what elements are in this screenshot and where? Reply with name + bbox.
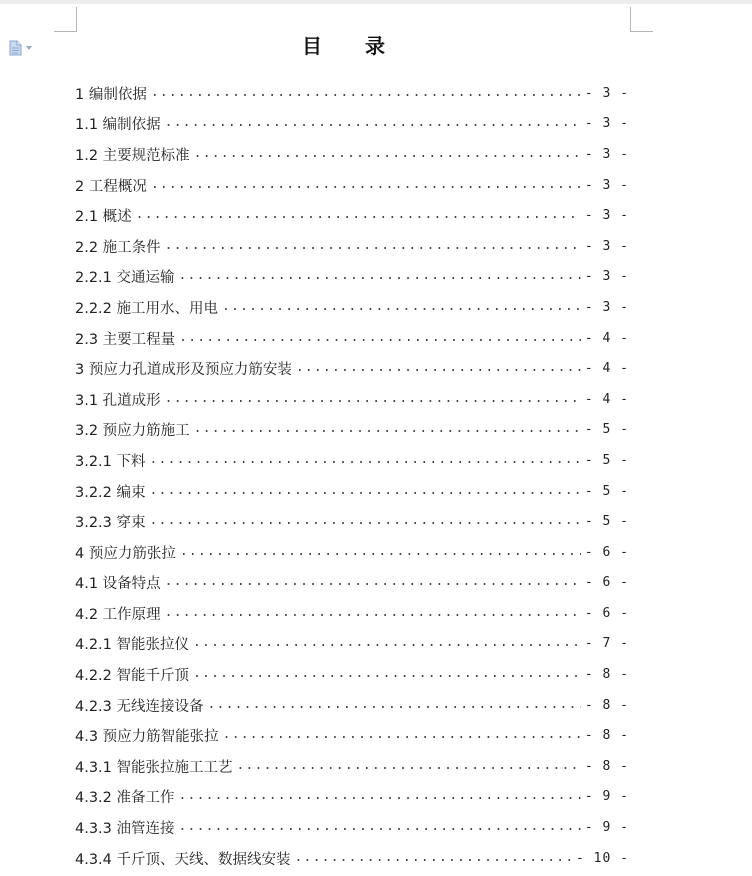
toc-entry[interactable] xyxy=(75,843,635,874)
toc-entry-label: 4.2.2 智能千斤顶 xyxy=(75,668,190,685)
toc-entry[interactable] xyxy=(75,629,635,660)
toc-entry-label: 4.3.1 智能张拉施工工艺 xyxy=(75,759,233,776)
toc-entry[interactable] xyxy=(75,292,635,323)
toc-entry-page-number: - 5 - xyxy=(584,514,629,530)
toc-entry-page-number: - 6 - xyxy=(584,605,629,621)
toc-entry[interactable] xyxy=(75,262,635,293)
toc-entry[interactable] xyxy=(75,353,635,384)
toc-dot-leader xyxy=(151,177,581,192)
toc-entry[interactable] xyxy=(75,659,635,690)
toc-entry[interactable] xyxy=(75,720,635,751)
toc-entry[interactable] xyxy=(75,445,635,476)
toc-dot-leader xyxy=(296,360,581,375)
toc-entry-page-number: - 3 - xyxy=(584,177,629,193)
toc-dot-leader xyxy=(165,391,581,406)
toc-entry-label: 3.1 孔道成形 xyxy=(75,392,161,409)
page-top-edge xyxy=(0,0,752,4)
toc-entry-page-number: - 9 - xyxy=(584,820,629,836)
toc-entry-label: 2.2.1 交通运输 xyxy=(75,270,175,287)
toc-dot-leader xyxy=(179,819,581,834)
toc-dot-leader xyxy=(179,330,581,345)
toc-dot-leader xyxy=(165,605,581,620)
page-margin-corner-top-right xyxy=(630,7,653,32)
toc-dot-leader xyxy=(165,115,581,130)
toc-entry[interactable] xyxy=(75,170,635,201)
toc-entry[interactable] xyxy=(75,323,635,354)
toc-entry-page-number: - 4 - xyxy=(584,391,629,407)
toc-entry-label: 3.2.3 穿束 xyxy=(75,515,146,532)
toc-entry[interactable] xyxy=(75,415,635,446)
toc-entry-label: 3.2.1 下料 xyxy=(75,453,146,470)
toc-entry-page-number: - 3 - xyxy=(584,269,629,285)
toc-entry-label: 4.1 设备特点 xyxy=(75,576,161,593)
toc-entry[interactable] xyxy=(75,568,635,599)
toc-dot-leader xyxy=(150,452,581,467)
toc-dot-leader xyxy=(223,727,581,742)
toc-entry-label: 1.1 编制依据 xyxy=(75,117,161,134)
toc-entry[interactable] xyxy=(75,751,635,782)
toc-entry-label: 3.2 预应力筋施工 xyxy=(75,423,190,440)
toc-entry-page-number: - 8 - xyxy=(584,728,629,744)
toc-entry-page-number: - 7 - xyxy=(584,636,629,652)
toc-dot-leader xyxy=(165,238,581,253)
toc-entry-page-number: - 3 - xyxy=(584,238,629,254)
toc-dot-leader xyxy=(179,788,581,803)
toc-entry-label: 4.3.3 油管连接 xyxy=(75,821,175,838)
toc-entry-label: 2.2 施工条件 xyxy=(75,239,161,256)
toc-dot-leader xyxy=(194,421,581,436)
toc-entry-page-number: - 3 - xyxy=(584,208,629,224)
toc-entry[interactable] xyxy=(75,78,635,109)
toc-dot-leader xyxy=(150,513,581,528)
toc-entry[interactable] xyxy=(75,537,635,568)
toc-entry-page-number: - 3 - xyxy=(584,85,629,101)
toc-dot-leader xyxy=(179,268,581,283)
toc-dot-leader xyxy=(237,758,581,773)
toc-dot-leader xyxy=(150,483,581,498)
toc-entry-label: 4.2.3 无线连接设备 xyxy=(75,698,204,715)
toc-entry-label: 3.2.2 编束 xyxy=(75,484,146,501)
toc-dot-leader xyxy=(194,146,581,161)
toc-entry-label: 2 工程概况 xyxy=(75,178,147,195)
toc-entry-page-number: - 5 - xyxy=(584,452,629,468)
toc-entry-page-number: - 3 - xyxy=(584,116,629,132)
toc-entry-page-number: - 5 - xyxy=(584,422,629,438)
toc-entry-page-number: - 4 - xyxy=(584,361,629,377)
toc-entry[interactable] xyxy=(75,200,635,231)
toc-entry-page-number: - 8 - xyxy=(584,758,629,774)
toc-entry-label: 4.2 工作原理 xyxy=(75,606,161,623)
toc-entry-label: 4.3 预应力筋智能张拉 xyxy=(75,729,219,746)
toc-entry-page-number: - 3 - xyxy=(584,299,629,315)
table-of-contents xyxy=(75,78,635,873)
toc-entry[interactable] xyxy=(75,812,635,843)
toc-entry-label: 1 编制依据 xyxy=(75,86,147,103)
toc-dot-leader xyxy=(193,666,581,681)
toc-entry-page-number: - 8 - xyxy=(584,697,629,713)
toc-entry-label: 2.1 概述 xyxy=(75,209,132,226)
toc-entry-page-number: - 8 - xyxy=(584,667,629,683)
page-margin-corner-top-left xyxy=(54,7,77,32)
toc-entry[interactable] xyxy=(75,109,635,140)
toc-entry-page-number: - 4 - xyxy=(584,330,629,346)
toc-dot-leader xyxy=(180,544,581,559)
toc-entry-label: 2.3 主要工程量 xyxy=(75,331,176,348)
toc-entry-page-number: - 6 - xyxy=(584,544,629,560)
toc-entry[interactable] xyxy=(75,598,635,629)
toc-entry-label: 4.3.4 千斤顶、天线、数据线安装 xyxy=(75,851,291,868)
toc-entry-page-number: - 6 - xyxy=(584,575,629,591)
toc-entry-page-number: - 9 - xyxy=(584,789,629,805)
toc-dot-leader xyxy=(193,635,581,650)
toc-entry[interactable] xyxy=(75,690,635,721)
toc-entry[interactable] xyxy=(75,782,635,813)
toc-entry[interactable] xyxy=(75,139,635,170)
toc-entry-label: 4.2.1 智能张拉仪 xyxy=(75,637,190,654)
toc-dot-leader xyxy=(222,299,581,314)
toc-entry-label: 3 预应力孔道成形及预应力筋安装 xyxy=(75,362,292,379)
toc-entry[interactable] xyxy=(75,231,635,262)
toc-entry-label: 1.2 主要规范标准 xyxy=(75,147,190,164)
toc-entry-label: 2.2.2 施工用水、用电 xyxy=(75,300,219,317)
toc-entry-page-number: - 10 - xyxy=(576,850,629,866)
toc-dot-leader xyxy=(165,574,581,589)
toc-entry-label: 4 预应力筋张拉 xyxy=(75,545,176,562)
toc-dot-leader xyxy=(208,697,581,712)
toc-entry-page-number: - 3 - xyxy=(584,146,629,162)
toc-dot-leader xyxy=(151,85,581,100)
toc-entry[interactable] xyxy=(75,506,635,537)
toc-dot-leader xyxy=(295,850,573,865)
toc-entry-label: 4.3.2 准备工作 xyxy=(75,790,175,807)
toc-entry[interactable] xyxy=(75,384,635,415)
toc-dot-leader xyxy=(136,207,581,222)
toc-entry[interactable] xyxy=(75,476,635,507)
toc-entry-page-number: - 5 - xyxy=(584,483,629,499)
toc-title: 目 录 xyxy=(302,34,403,58)
